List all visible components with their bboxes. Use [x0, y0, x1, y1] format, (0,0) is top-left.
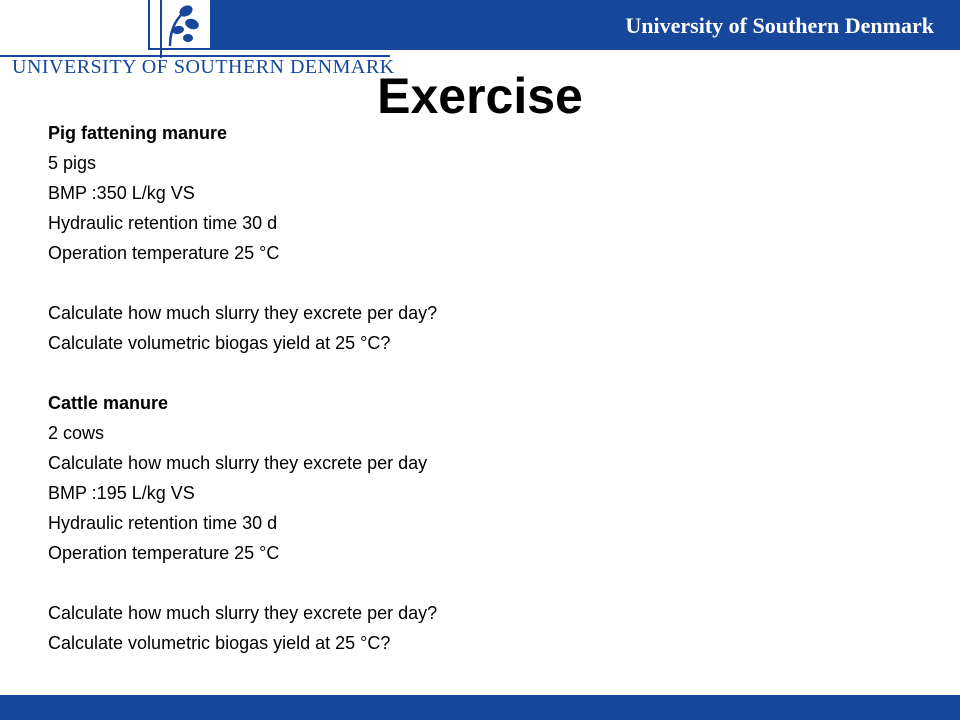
exercise-text-block — [48, 118, 928, 658]
text-line: Hydraulic retention time 30 d — [48, 513, 278, 533]
text-line: Calculate volumetric biogas yield at 25 °C? — [48, 333, 391, 353]
section-heading: Cattle manure — [48, 393, 169, 413]
text-line: Hydraulic retention time 30 d — [48, 213, 278, 233]
text-line: BMP :350 L/kg VS — [48, 183, 195, 203]
text-line: Calculate how much slurry they excrete per day — [48, 453, 428, 473]
text-line: 5 pigs — [48, 153, 97, 173]
spacer-line — [48, 358, 928, 388]
university-wordmark: UNIVERSITY OF SOUTHERN DENMARK — [12, 56, 395, 78]
university-leaf-logo-icon — [164, 2, 204, 46]
section-heading: Pig fattening manure — [48, 123, 228, 143]
text-line: BMP :195 L/kg VS — [48, 483, 195, 503]
slide-title: Exercise — [377, 68, 583, 124]
text-line: Operation temperature 25 °C — [48, 543, 280, 563]
text-line: Calculate how much slurry they excrete per day? — [48, 603, 438, 623]
spacer-line — [48, 568, 928, 598]
text-line: Operation temperature 25 °C — [48, 243, 280, 263]
logo-divider — [160, 0, 162, 58]
spacer-line — [48, 268, 928, 298]
text-line: Calculate volumetric biogas yield at 25 °C? — [48, 633, 391, 653]
footer-band — [0, 695, 960, 720]
university-name-banner: University of Southern Denmark — [625, 13, 934, 38]
text-line: Calculate how much slurry they excrete per day? — [48, 303, 438, 323]
text-line: 2 cows — [48, 423, 105, 443]
